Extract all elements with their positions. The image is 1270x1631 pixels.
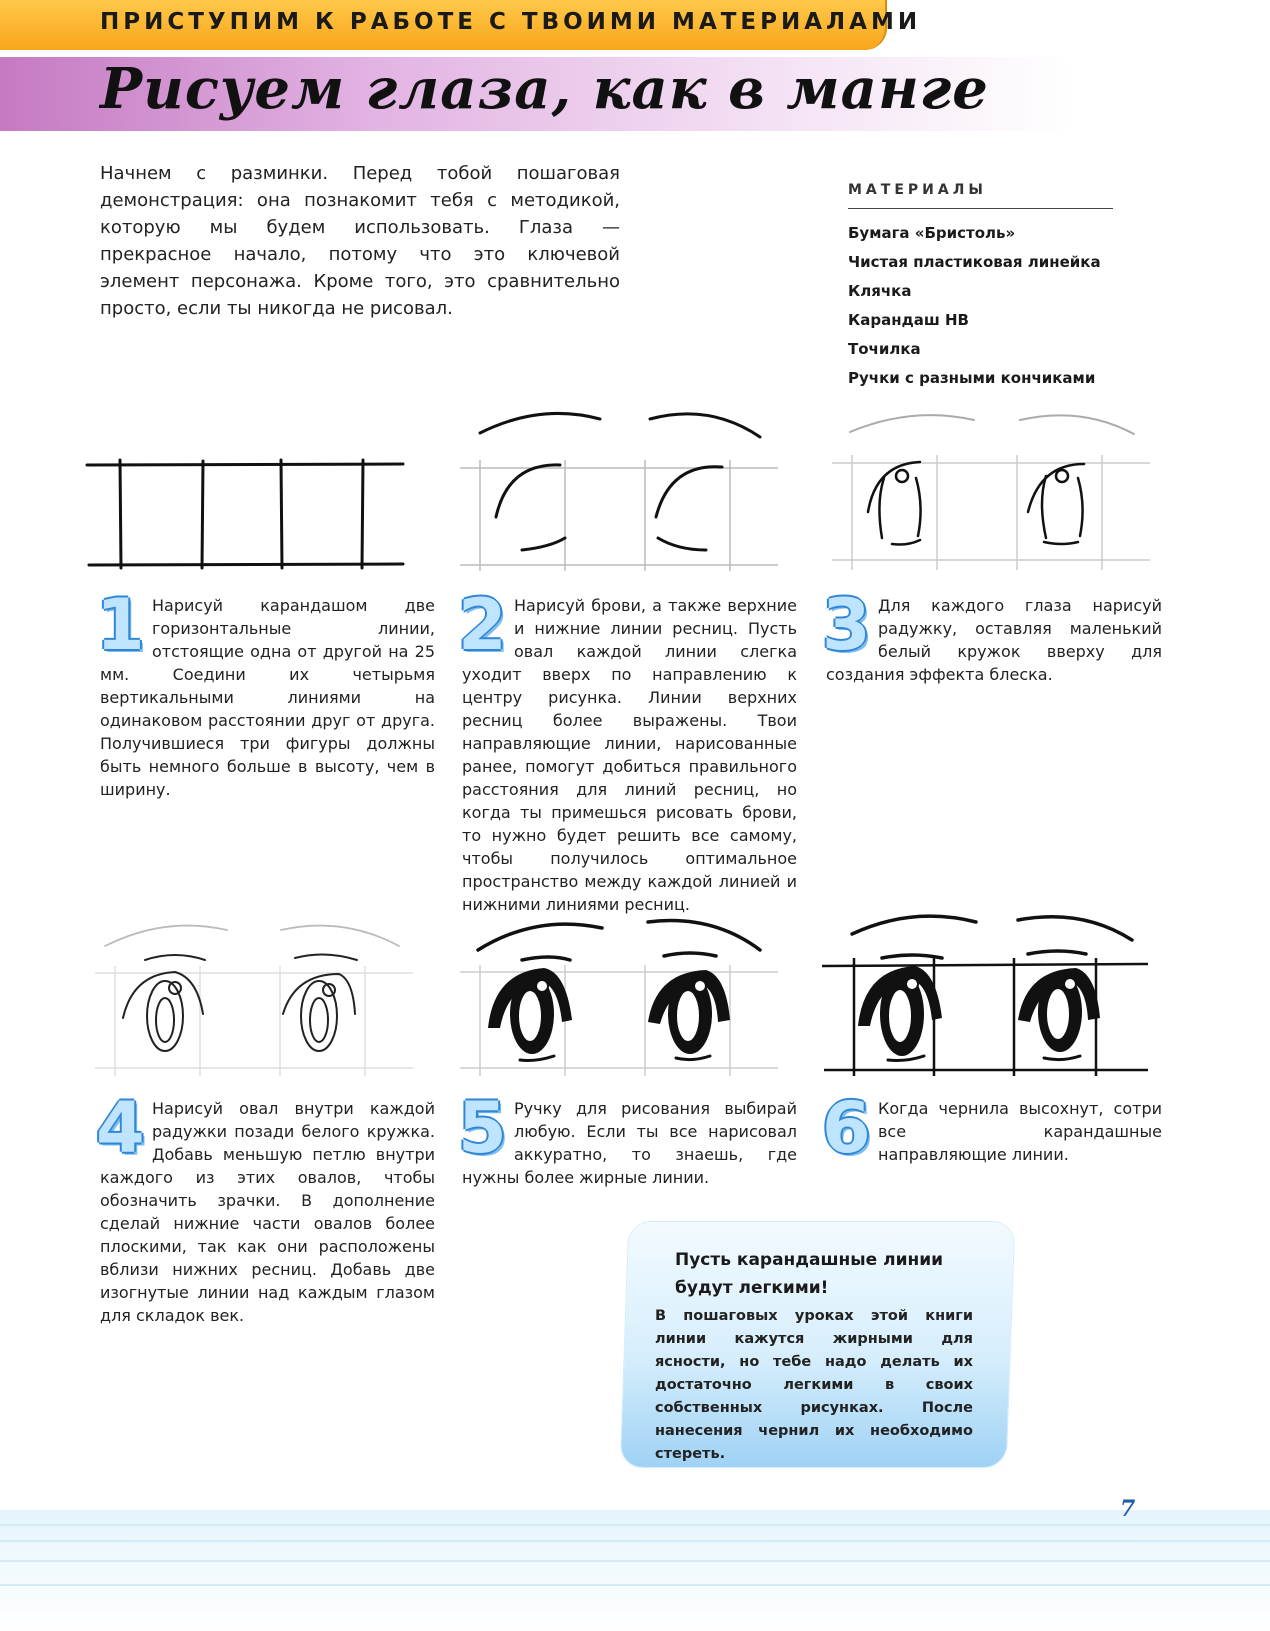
- section-label: ПРИСТУПИМ К РАБОТЕ С ТВОИМИ МАТЕРИАЛАМИ: [100, 9, 922, 35]
- page-footer: [0, 1510, 1270, 1631]
- step-1-figure: [85, 440, 405, 570]
- step-2-figure: [460, 405, 780, 575]
- materials-list: [848, 182, 1113, 393]
- material-item: Клячка: [848, 282, 912, 300]
- step-4-figure: [95, 918, 415, 1078]
- step-number: 6: [822, 1087, 871, 1169]
- page-title: Рисуем глаза, как в манге: [100, 56, 989, 122]
- step-1: [96, 584, 435, 801]
- step-number: 4: [96, 1087, 145, 1169]
- step-3-figure: [832, 410, 1152, 575]
- step-6-figure: [822, 908, 1152, 1083]
- intro-paragraph: Начнем с разминки. Перед тобой пошаговая демонстрация: она познакомит тебя с методикой, которую мы будем использовать. Глаза — прекрасное начало, потому что это ключевой элемент персонажа. Кроме того, это сравнительно просто, если ты никогда не рисовал.: [100, 163, 620, 319]
- step-text: Нарисуй карандашом две горизонтальные линии, отстоящие одна от другой на 25 мм. Соедини их четырьмя вертикальными линиями на одинаковом расстоянии друг от друга. Получившиеся три фигуры должны быть немного больше в высоту, чем в ширину.: [100, 596, 435, 799]
- material-item: Карандаш НВ: [848, 311, 969, 329]
- page-number: 7: [1120, 1496, 1136, 1522]
- section-bar: [0, 0, 922, 50]
- footer-stripe: [0, 1584, 1270, 1586]
- footer-stripe: [0, 1524, 1270, 1526]
- step-number: 2: [458, 584, 507, 666]
- material-item: Ручки с разными кончиками: [848, 369, 1096, 387]
- tip-text: В пошаговых уроках этой книги линии кажутся жирными для ясности, но тебе надо делать их достаточно легкими в своих собственных рисунках. После нанесения чернил их необходимо стереть.: [655, 1308, 973, 1462]
- step-4: [96, 1087, 435, 1327]
- step-3: [822, 584, 1162, 686]
- step-text: Нарисуй овал внутри каждой радужки позади белого кружка. Добавь меньшую петлю внутри каждого из этих овалов, чтобы обозначить зрачки. В дополнение сделай нижние части овалов более плоскими, так как они расположены вблизи нижних ресниц. Добавь две изогнутые линии над каждым глазом для складок век.: [100, 1099, 435, 1325]
- footer-stripe: [0, 1540, 1270, 1542]
- tip-title: Пусть карандашные линии будут легкими!: [675, 1250, 944, 1298]
- step-text: Ручку для рисования выбирай любую. Если ты все нарисовал аккуратно, то знаешь, где нужны более жирные линии.: [462, 1099, 797, 1187]
- step-text: Когда чернила высохнут, сотри все карандашные направляющие линии.: [878, 1099, 1162, 1164]
- material-item: Чистая пластиковая линейка: [848, 253, 1101, 271]
- material-item: Бумага «Бристоль»: [848, 224, 1016, 242]
- step-number: 5: [458, 1087, 507, 1169]
- step-2: [458, 584, 797, 916]
- step-text: Для каждого глаза нарисуй радужку, оставляя маленький белый кружок вверху для создания эффекта блеска.: [826, 596, 1162, 684]
- footer-stripe: [0, 1560, 1270, 1562]
- step-number: 1: [96, 584, 145, 666]
- step-number: 3: [822, 584, 871, 666]
- step-5-figure: [460, 910, 780, 1080]
- material-item: Точилка: [848, 340, 921, 358]
- materials-title: МАТЕРИАЛЫ: [848, 182, 1113, 209]
- step-5: [458, 1087, 797, 1189]
- step-text: Нарисуй брови, а также верхние и нижние линии ресниц. Пусть овал каждой линии слегка уходит вверх по направлению к центру рисунка. Линии верхних ресниц более выражены. Твои направляющие линии, нарисованные ранее, помогут добиться правильного расстояния для линий ресниц, но когда ты примешься рисовать брови, то нужно будет решить все самому, чтобы получилось оптимальное пространство между каждой линией и нижними линиями ресниц.: [462, 596, 797, 914]
- step-6: [822, 1087, 1162, 1169]
